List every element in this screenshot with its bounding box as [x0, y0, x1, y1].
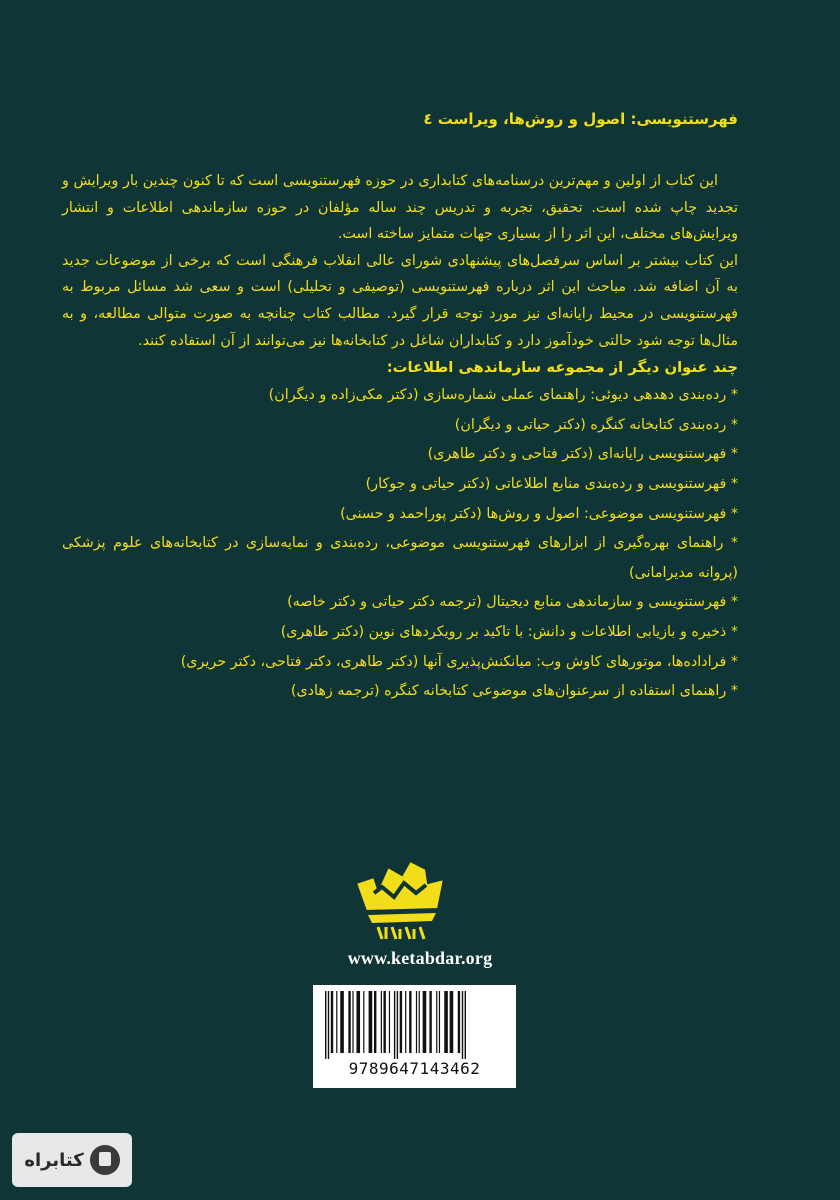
isbn-barcode — [313, 985, 516, 1088]
list-item: * راهنمای بهره‌گیری از ابزارهای فهرستنویسی موضوعی، رده‌بندی و نمایه‌سازی در کتابخانه‌های علوم پزشکی (پروانه مدیرامانی) — [62, 529, 738, 588]
ketabrah-icon — [90, 1145, 120, 1175]
list-item: * ذخیره و بازیابی اطلاعات و دانش: با تاکید بر رویکردهای نوین (دکتر طاهری) — [62, 618, 738, 648]
list-item: * فهرستنویسی و رده‌بندی منابع اطلاعاتی (دکتر حیاتی و جوکار) — [62, 470, 738, 500]
list-item: * راهنمای استفاده از سرعنوان‌های موضوعی کتابخانه کنگره (ترجمه زهادی) — [62, 677, 738, 707]
list-item: * فهرستنویسی موضوعی: اصول و روش‌ها (دکتر پوراحمد و حسنی) — [62, 500, 738, 530]
isbn-number: 9789647143462 — [348, 1059, 481, 1078]
publisher-logo-icon — [348, 853, 454, 943]
description-paragraph-2: این کتاب بیشتر بر اساس سرفصل‌های پیشنهادی شورای عالی انقلاب فرهنگی است که برخی از موضوعات جدید به آن اضافه شد. مباحث این اثر درباره فهرستنویسی (توصیفی و تحلیلی) است و سعی شد مسائل مربوط به فهرستنویسی در محیط رایانه‌ای نیز مورد توجه قرار گیرد. مطالب کتاب چنانچه به صورت متوالی مطالعه، و به مثال‌ها توجه شود حالتی خودآموز دارد و کتابداران شاغل در کتابخانه‌ها نیز می‌توانند از آن استفاده کنند. — [62, 252, 738, 349]
related-titles-list — [62, 381, 738, 707]
ketabrah-label: کتابراه — [24, 1149, 84, 1171]
description-paragraph-1: این کتاب از اولین و مهم‌ترین درسنامه‌های کتابداری در حوزه فهرستنویسی است که تا کنون چندین بار ویرایش و تجدید چاپ شده است. تحقیق، تجربه و تدریس چند ساله مؤلفان در حوزه سازماندهی اطلاعات و انتشار ویرایش‌های مختلف، این اثر را از بسیاری جهات متمایز ساخته است. — [62, 173, 738, 243]
list-item: * رده‌بندی کتابخانه کنگره (دکتر حیاتی و دیگران) — [62, 411, 738, 441]
ketabrah-badge[interactable] — [12, 1133, 132, 1187]
list-item: * فهرستنویسی رایانه‌ای (دکتر فتاحی و دکتر طاهری) — [62, 440, 738, 470]
list-item: * فهرستنویسی و سازماندهی منابع دیجیتال (ترجمه دکتر حیاتی و دکتر خاصه) — [62, 588, 738, 618]
list-item: * فراداده‌ها، موتورهای کاوش وب: میانکنش‌پذیری آنها (دکتر طاهری، دکتر فتاحی، دکتر حریری) — [62, 648, 738, 678]
cover-text — [62, 108, 738, 707]
barcode-icon — [323, 991, 506, 1059]
publisher-website[interactable]: www.ketabdar.org — [347, 948, 493, 968]
book-title: فهرستنویسی: اصول و روش‌ها، ویراست ٤ — [423, 110, 738, 128]
list-item: * رده‌بندی دهدهی دیوئی: راهنمای عملی شماره‌سازی (دکتر مکی‌زاده و دیگران) — [62, 381, 738, 411]
related-titles-heading: چند عنوان دیگر از مجموعه سازماندهی اطلاعات: — [386, 359, 738, 377]
